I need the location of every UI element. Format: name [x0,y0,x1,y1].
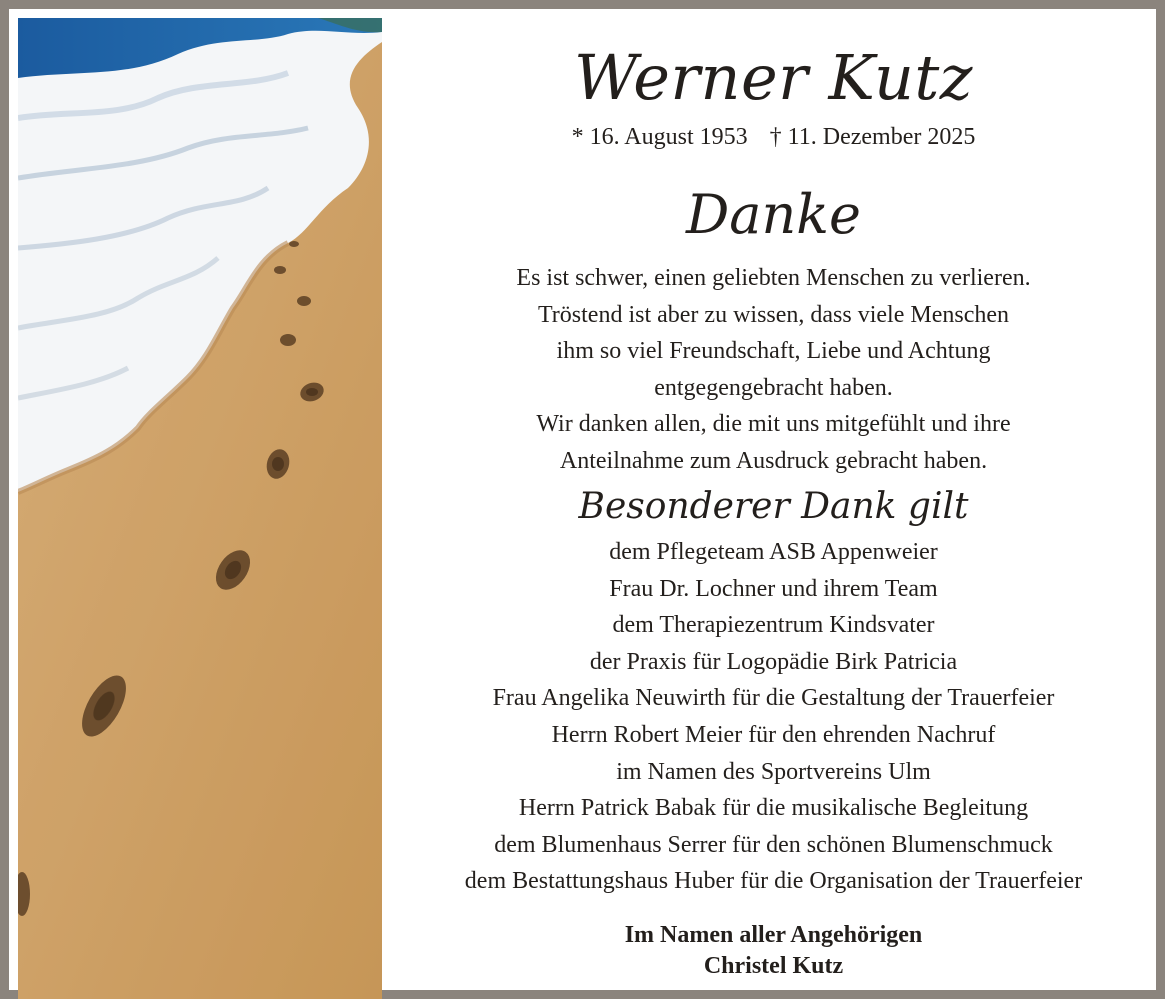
signature-name: Christel Kutz [703,953,844,979]
message-line: entgegengebracht haben. [654,374,893,401]
thanks-item: Frau Dr. Lochner und ihrem Team [609,575,938,602]
thanks-item: dem Bestattungshaus Huber für die Organisation der Trauerfeier [464,868,1083,895]
signature-line: Im Namen aller Angehörigen [624,922,923,948]
thanks-heading: Danke [686,183,861,246]
thanks-item: Frau Angelika Neuwirth für die Gestaltung der Trauerfeier [492,685,1055,712]
message-line: ihm so viel Freundschaft, Liebe und Achtung [556,338,991,365]
deceased-name: Werner Kutz [574,41,973,114]
beach-footprints-photo [18,18,382,999]
thanks-item: im Namen des Sportvereins Ulm [616,758,931,785]
thank-you-message [382,260,1165,480]
special-thanks-list [382,534,1165,900]
thanks-item: Herrn Patrick Babak für die musikalische Begleitung [518,795,1029,822]
thanks-item: Herrn Robert Meier für den ehrenden Nachruf [551,721,996,748]
message-line: Tröstend ist aber zu wissen, dass viele Menschen [537,301,1010,328]
thanks-item: dem Pflegeteam ASB Appenweier [609,539,938,565]
thanks-item: dem Therapiezentrum Kindsvater [612,612,935,639]
message-line: Anteilnahme zum Ausdruck gebracht haben. [559,447,988,474]
signature-block [382,920,1165,982]
message-line: Wir danken allen, die mit uns mitgefühlt und ihre [536,411,1011,438]
birth-date: * 16. August 1953 [571,124,748,150]
message-line: Es ist schwer, einen geliebten Menschen zu verlieren. [516,265,1031,291]
notice-text-panel [382,18,1165,999]
thanks-item: der Praxis für Logopädie Birk Patricia [589,648,958,675]
special-thanks-title: Besonderer Dank gilt [578,486,969,527]
death-date: † 11. Dezember 2025 [769,124,976,150]
life-dates [382,122,1165,152]
thanks-item: dem Blumenhaus Serrer für den schönen Blumenschmuck [494,831,1053,858]
